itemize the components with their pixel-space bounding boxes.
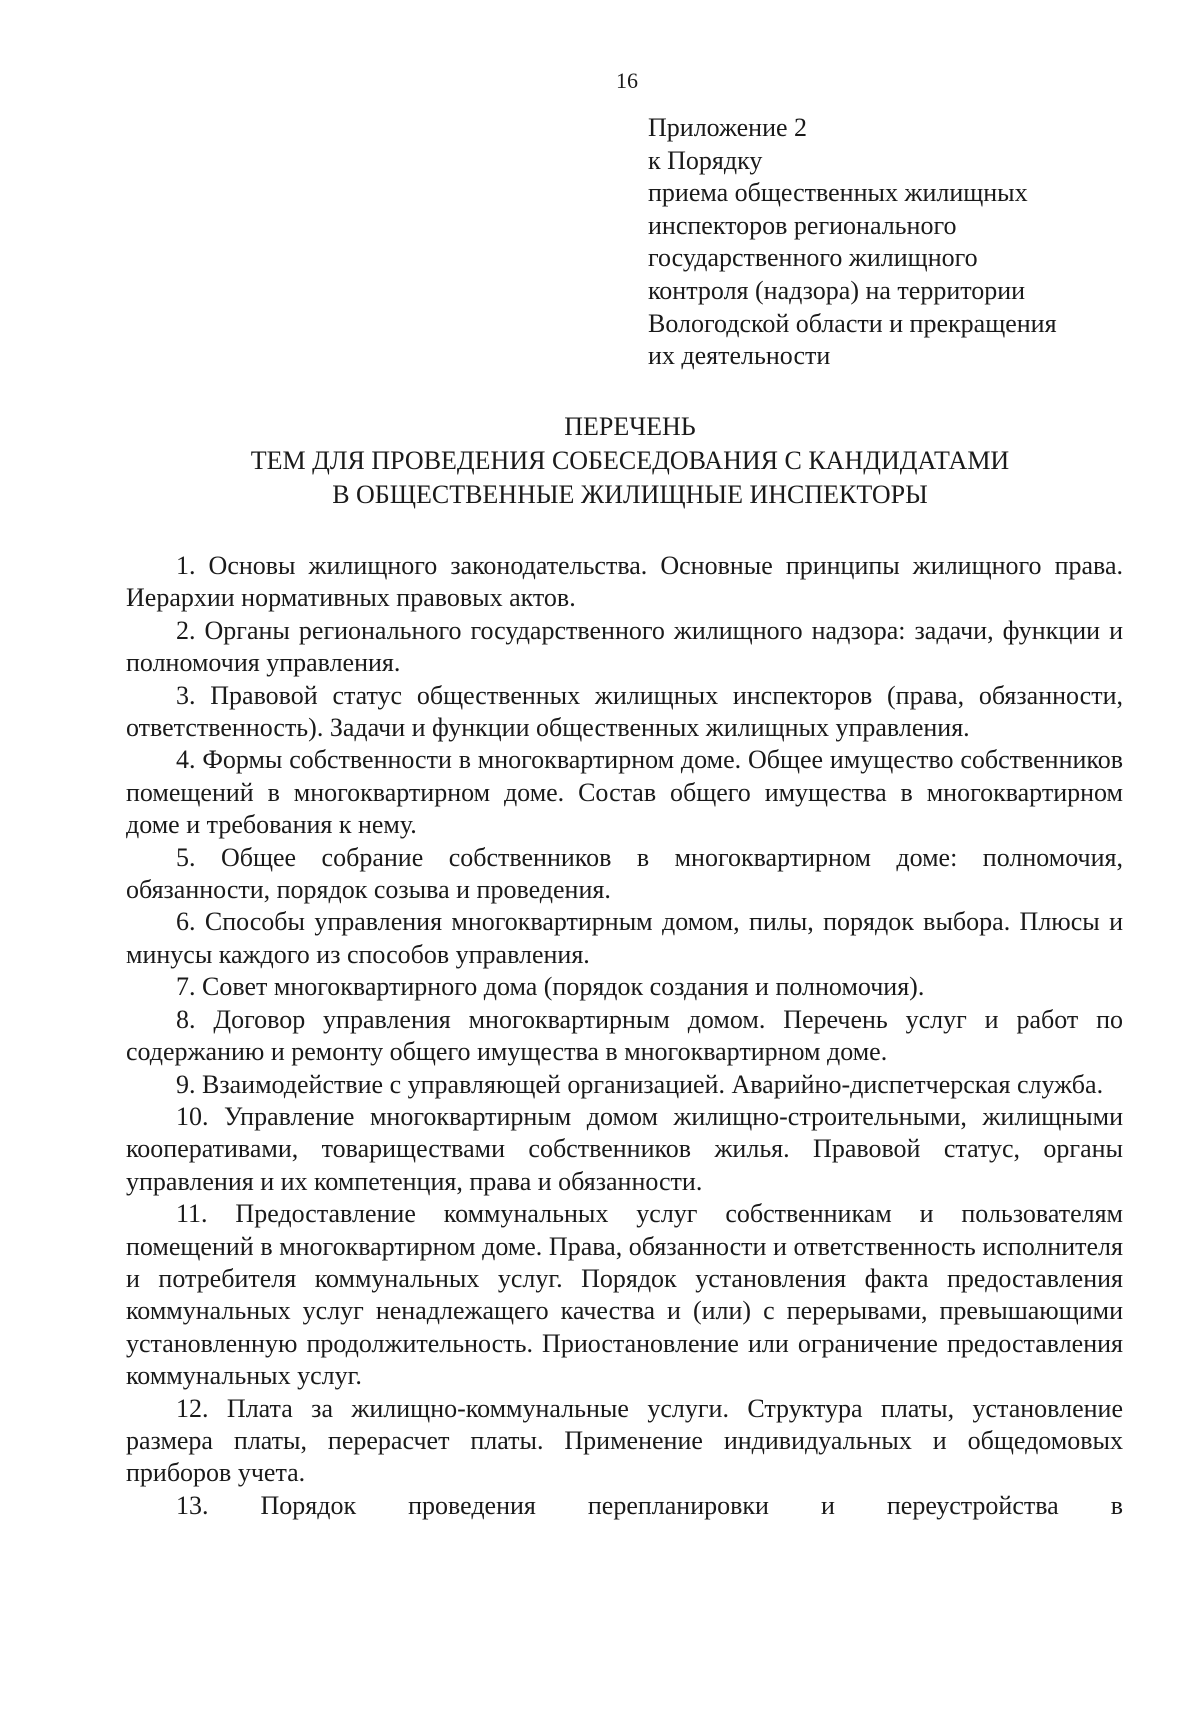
document-title	[120, 410, 1140, 512]
appendix-line: контроля (надзора) на территории	[648, 275, 1026, 305]
appendix-line: приема общественных жилищных	[648, 178, 1028, 208]
list-item: 1. Основы жилищного законодательства. Основные принципы жилищного права. Иерархии нормативных правовых актов.	[126, 551, 1123, 613]
topics-list	[126, 550, 1123, 1522]
appendix-line: государственного жилищного	[648, 243, 978, 273]
appendix-line: Приложение 2	[648, 113, 808, 142]
list-item: 5. Общее собрание собственников в многоквартирном доме: полномочия, обязанности, порядок созыва и проведения.	[126, 842, 1123, 905]
list-item: 11. Предоставление коммунальных услуг собственникам и пользователям помещений в многоквартирном доме. Права, обязанности и ответственность исполнителя и потребителя коммунальных услуг. Порядок установления факта предоставления коммунальных услуг ненадлежащего качества и (или) с перерывами, превышающими установленную продолжительность. Приостановление или ограничение предоставления коммунальных услуг.	[126, 1199, 1123, 1391]
appendix-line: их деятельности	[648, 341, 831, 371]
list-item: 12. Плата за жилищно-коммунальные услуги. Структура платы, установление размера платы, перерасчет платы. Применение индивидуальных и общедомовых приборов учета.	[126, 1393, 1123, 1488]
title-line: В ОБЩЕСТВЕННЫЕ ЖИЛИЩНЫЕ ИНСПЕКТОРЫ	[332, 480, 928, 509]
appendix-line: к Порядку	[648, 145, 763, 175]
title-line: ПЕРЕЧЕНЬ	[564, 412, 696, 441]
list-item: 13. Порядок проведения перепланировки и переустройства в	[176, 1490, 1123, 1520]
list-item: 8. Договор управления многоквартирным домом. Перечень услуг и работ по содержанию и ремонту общего имущества в многоквартирном доме.	[126, 1004, 1123, 1067]
appendix-line: инспекторов регионального	[648, 210, 957, 240]
appendix-block	[648, 112, 1108, 373]
appendix-line: Вологодской области и прекращения	[648, 308, 1057, 338]
list-item: 6. Способы управления многоквартирным домом, пилы, порядок выбора. Плюсы и минусы каждого из способов управления.	[126, 907, 1123, 969]
list-item: 2. Органы регионального государственного жилищного надзора: задачи, функции и полномочия управления.	[126, 615, 1123, 678]
list-item: 4. Формы собственности в многоквартирном доме. Общее имущество собственников помещений в многоквартирном доме. Состав общего имущества в многоквартирном доме и требования к нему.	[126, 745, 1123, 840]
page-number: 16	[616, 68, 638, 93]
list-item: 7. Совет многоквартирного дома (порядок создания и полномочия).	[176, 972, 925, 1002]
list-item: 3. Правовой статус общественных жилищных инспекторов (права, обязанности, ответственность). Задачи и функции общественных жилищных управления.	[126, 680, 1123, 743]
list-item: 10. Управление многоквартирным домом жилищно-строительными, жилищными кооперативами, товариществами собственников жилья. Правовой статус, органы управления и их компетенция, права и обязанности.	[126, 1101, 1123, 1196]
title-line: ТЕМ ДЛЯ ПРОВЕДЕНИЯ СОБЕСЕДОВАНИЯ С КАНДИДАТАМИ	[250, 446, 1010, 475]
list-item: 9. Взаимодействие с управляющей организацией. Аварийно-диспетчерская служба.	[176, 1069, 1104, 1099]
